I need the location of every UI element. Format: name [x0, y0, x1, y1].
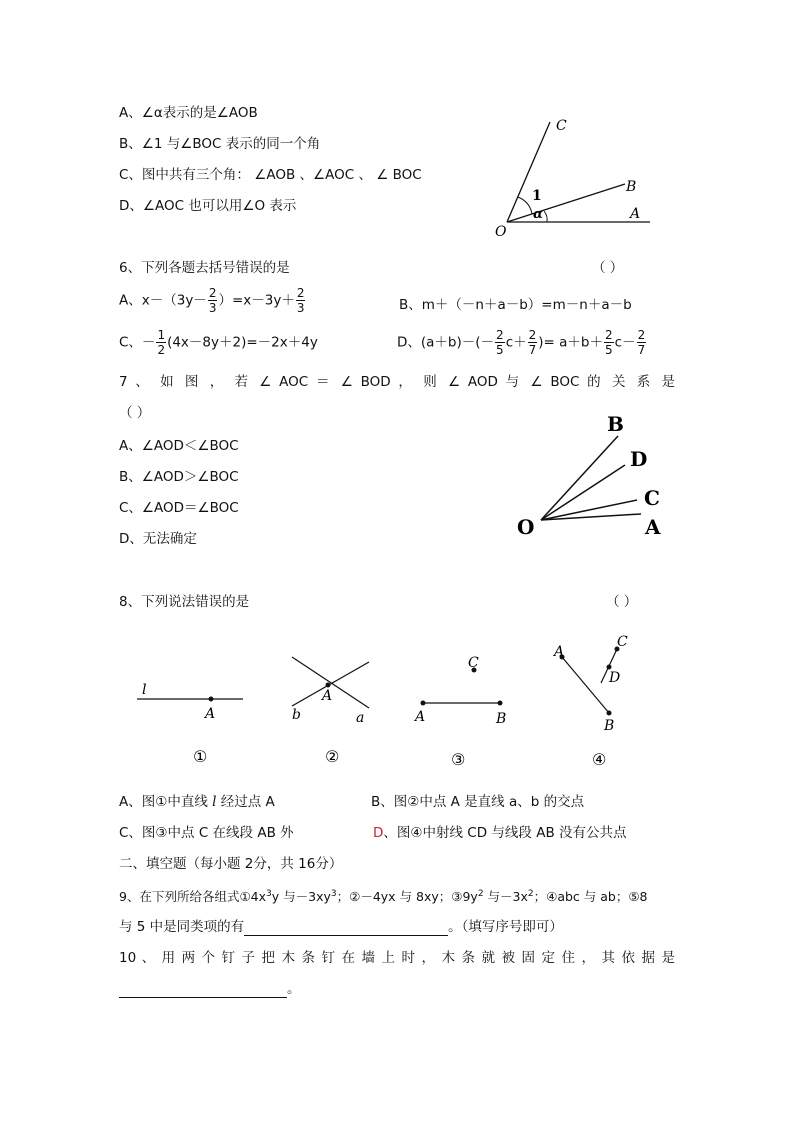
figure-number: ①	[193, 747, 208, 766]
figure-number: ②	[325, 747, 340, 766]
fraction: $\frac{2}{5}$	[496, 328, 504, 357]
arc-1	[518, 197, 532, 214]
section-2-title: 二、填空题（每小题 2分，共 16分）	[119, 856, 343, 872]
label-b: B	[626, 179, 637, 195]
label-c: C	[617, 634, 628, 650]
q7-option-d: D、无法确定	[119, 531, 197, 547]
point-b	[607, 711, 612, 716]
q7-angle-figure	[505, 408, 675, 543]
q7-option-a: A、∠AOD＜∠BOC	[119, 438, 239, 454]
q9-line-2: 与 5 中是同类项的有 。（填写序号即可）	[119, 919, 563, 935]
label-l: l	[142, 682, 147, 698]
fraction: $\frac{1}{2}$	[157, 328, 166, 357]
label-a: A	[554, 644, 565, 660]
q6-option-d: D、(a＋b)－(－ $\frac{2}{5}$ c＋ $\frac{2}{7}$ )= a＋b＋ $\frac{2}{5}$ c－ $\frac{2}{7}$	[397, 328, 646, 357]
fraction: $\frac{2}{5}$	[604, 328, 613, 357]
label-b: b	[292, 707, 301, 723]
q8-option-a: A、图①中直线 l 经过点 A	[119, 794, 275, 810]
point-d	[607, 665, 612, 670]
q5-option-a: A、∠α表示的是∠AOB	[119, 105, 258, 121]
q6-answer-paren: （ ）	[592, 260, 624, 276]
figure-number: ④	[592, 750, 607, 769]
fraction: $\frac{2}{7}$	[528, 328, 537, 357]
q8-stem: 8、下列说法错误的是	[119, 594, 250, 610]
label-a: A	[205, 706, 216, 722]
q6-stem: 6、下列各题去括号错误的是	[119, 260, 290, 276]
label-a: A	[630, 206, 641, 222]
answer-blank	[119, 997, 287, 998]
figure-number: ③	[451, 750, 466, 769]
label-b: B	[496, 711, 507, 727]
label-c: C	[556, 118, 567, 134]
label-alpha: α	[533, 207, 544, 222]
segment-ab	[562, 657, 609, 713]
point-a	[209, 697, 214, 702]
q7-option-b: B、∠AOD＞∠BOC	[119, 469, 239, 485]
point-b	[498, 701, 503, 706]
q6-option-c: C、－ $\frac{1}{2}$ (4x－8y＋2)=－2x＋4y	[119, 328, 318, 357]
label-a-point: A	[322, 688, 333, 704]
q7-answer-paren: （ ）	[119, 405, 151, 421]
q8-figure-2	[285, 650, 385, 775]
answer-blank	[244, 935, 448, 936]
q5-option-c: C、图中共有三个角： ∠AOB 、∠AOC 、 ∠ BOC	[119, 167, 422, 183]
label-a: A	[415, 709, 426, 725]
q8-option-c: C、图③中点 C 在线段 AB 外	[119, 825, 294, 841]
label-o: O	[495, 224, 507, 240]
arc-alpha	[544, 211, 547, 222]
q7-option-c: C、∠AOD＝∠BOC	[119, 500, 239, 516]
point-a	[326, 683, 331, 688]
q5-option-b: B、∠1 与∠BOC 表示的同一个角	[119, 136, 321, 152]
q10-line-1: 10 、 用 两 个 钉 子 把 木 条 钉 在 墙 上 时 ， 木 条 就 被 固 定 住 ， 其 依 据 是	[119, 950, 675, 966]
q8-option-d: D、图④中射线 CD 与线段 AB 没有公共点	[373, 825, 627, 841]
q8-figure-4	[545, 630, 645, 775]
q10-line-2: 。	[119, 980, 301, 998]
label-c: C	[644, 486, 660, 510]
q5-option-d: D、∠AOC 也可以用∠O 表示	[119, 198, 297, 214]
q8-option-b: B、图②中点 A 是直线 a、b 的交点	[371, 794, 585, 810]
q7-stem: 7 、 如 图 ， 若 ∠ AOC ＝ ∠ BOD ， 则 ∠ AOD 与 ∠ BOC 的 关 系 是	[119, 374, 675, 390]
q8-answer-paren: （ ）	[606, 594, 638, 610]
label-1: 1	[532, 188, 542, 204]
q9-line-1: 9、在下列所给各组式$①4x^3y$ 与$-3xy^3$；②－4yx 与 8xy；$③9y^2$ 与$-3x^2$；④abc 与 ab；⑤8	[119, 888, 648, 904]
q6-option-a: A、x－（3y－ $\frac{2}{3}$ ）=x－3y＋ $\frac{2}{3}$	[119, 286, 305, 315]
q6-option-b: B、m＋（－n＋a－b）=m－n＋a－b	[399, 297, 632, 313]
fraction: $\frac{2}{3}$	[208, 286, 217, 315]
q5-angle-figure	[490, 110, 670, 240]
label-b: B	[607, 412, 624, 436]
label-b: B	[604, 718, 615, 734]
label-d: D	[630, 447, 648, 471]
ray-oc	[507, 122, 550, 222]
fraction: $\frac{2}{7}$	[637, 328, 646, 357]
q8-figure-1	[130, 675, 260, 775]
label-d: D	[609, 670, 621, 686]
ray-ob	[507, 184, 625, 222]
label-c: C	[468, 655, 479, 671]
label-a-line: a	[356, 710, 365, 726]
label-o: O	[517, 515, 535, 539]
point-a	[421, 701, 426, 706]
label-a: A	[645, 515, 661, 539]
fraction: $\frac{2}{3}$	[296, 286, 305, 315]
q8-figure-3	[410, 650, 520, 775]
